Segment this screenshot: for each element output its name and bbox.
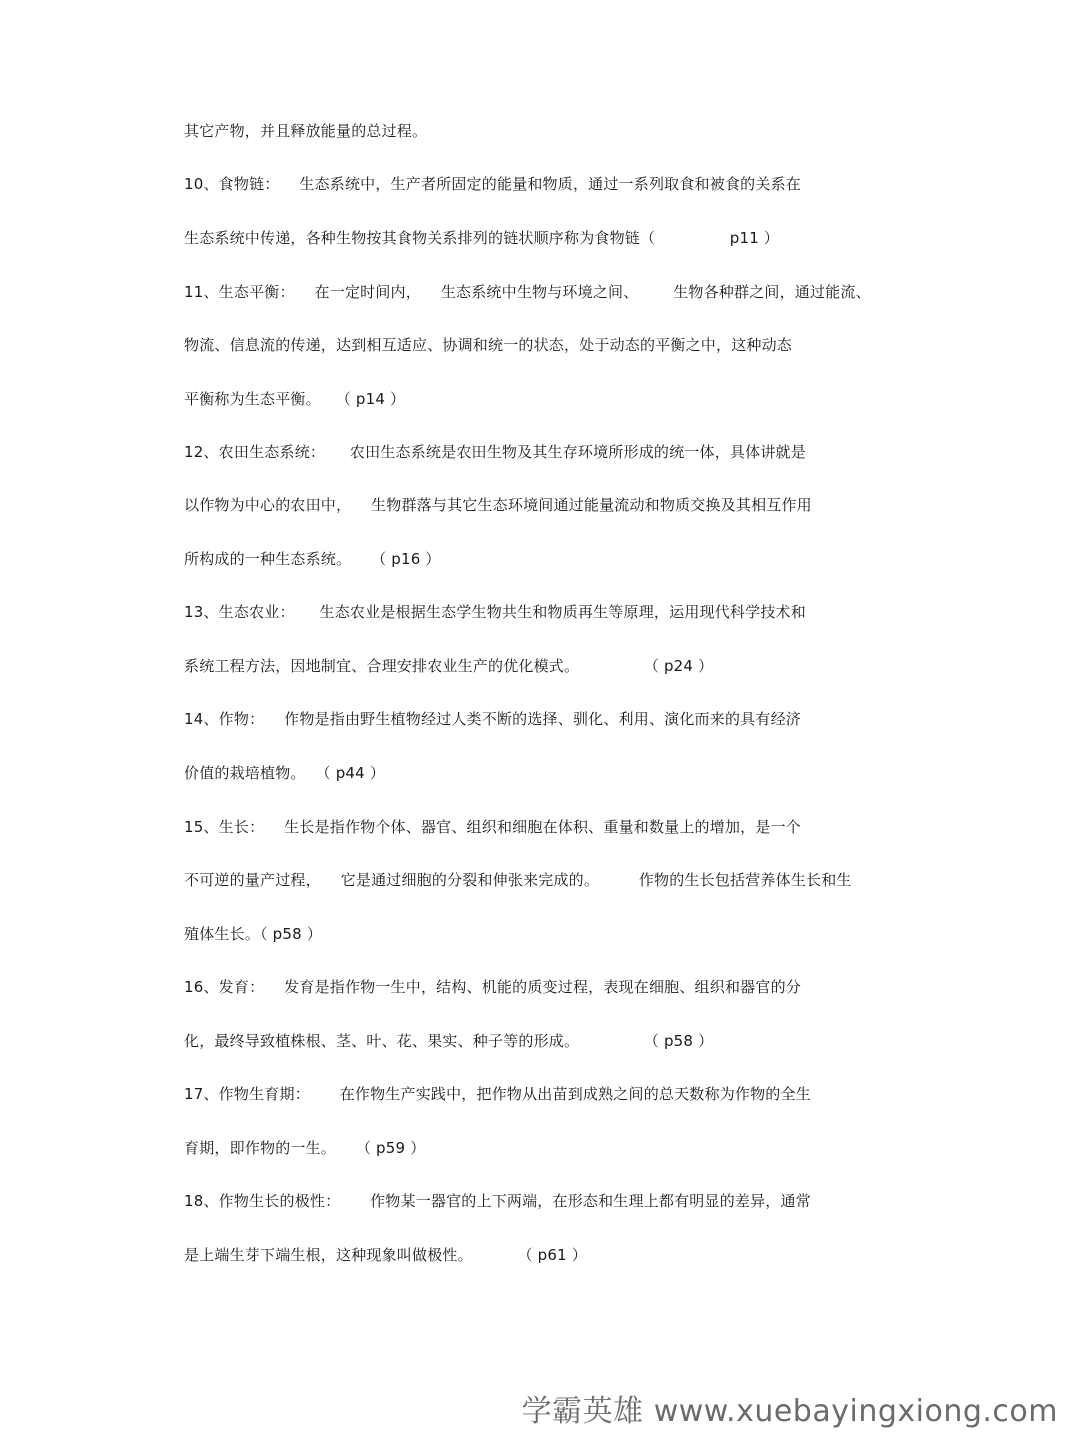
text-line: 殖体生长。（ p58 ） <box>184 925 323 943</box>
text-line: 11、生态平衡： 在一定时间内， 生态系统中生物与环境之间、 生物各种群之间，通过能流、 <box>184 283 871 301</box>
text-line: 14、作物： 作物是指由野生植物经过人类不断的选择、驯化、利用、演化而来的具有经济 <box>184 710 801 728</box>
text-line: 系统工程方法，因地制宜、合理安排农业生产的优化模式。 （ p24 ） <box>184 657 714 675</box>
text-line: 18、作物生长的极性： 作物某一器官的上下两端，在形态和生理上都有明显的差异，通常 <box>184 1192 811 1210</box>
text-line: 不可逆的量产过程， 它是通过细胞的分裂和伸张来完成的。 作物的生长包括营养体生长和生 <box>184 871 852 889</box>
text-line: 12、农田生态系统： 农田生态系统是农田生物及其生存环境所形成的统一体，具体讲就是 <box>184 443 806 461</box>
text-line: 化，最终导致植株根、茎、叶、花、果实、种子等的形成。 （ p58 ） <box>184 1032 714 1050</box>
text-line: 所构成的一种生态系统。 （ p16 ） <box>184 550 441 568</box>
site-watermark: 学霸英雄 www.xuebayingxiong.com <box>521 1394 1058 1429</box>
text-line: 平衡称为生态平衡。 （ p14 ） <box>184 390 406 408</box>
text-line: 以作物为中心的农田中， 生物群落与其它生态环境间通过能量流动和物质交换及其相互作用 <box>184 496 812 514</box>
text-line: 价值的栽培植物。 （ p44 ） <box>184 764 386 782</box>
text-line: 13、生态农业： 生态农业是根据生态学生物共生和物质再生等原理，运用现代科学技术和 <box>184 603 806 621</box>
text-line: 生态系统中传递，各种生物按其食物关系排列的链状顺序称为食物链（ p11 ） <box>184 229 780 247</box>
text-line: 16、发育： 发育是指作物一生中，结构、机能的质变过程，表现在细胞、组织和器官的分 <box>184 978 801 996</box>
text-line: 是上端生芽下端生根，这种现象叫做极性。 （ p61 ） <box>184 1246 588 1264</box>
text-line: 15、生长： 生长是指作物个体、器官、组织和细胞在体积、重量和数量上的增加，是一个 <box>184 818 801 836</box>
text-line: 育期，即作物的一生。 （ p59 ） <box>184 1139 426 1157</box>
text-line: 17、作物生育期： 在作物生产实践中，把作物从出苗到成熟之间的总天数称为作物的全生 <box>184 1085 811 1103</box>
text-line: 物流、信息流的传递，达到相互适应、协调和统一的状态，处于动态的平衡之中，这种动态 <box>184 336 793 354</box>
text-line: 10、食物链： 生态系统中，生产者所固定的能量和物质，通过一系列取食和被食的关系在 <box>184 175 801 193</box>
text-line: 其它产物，并且释放能量的总过程。 <box>184 122 428 140</box>
